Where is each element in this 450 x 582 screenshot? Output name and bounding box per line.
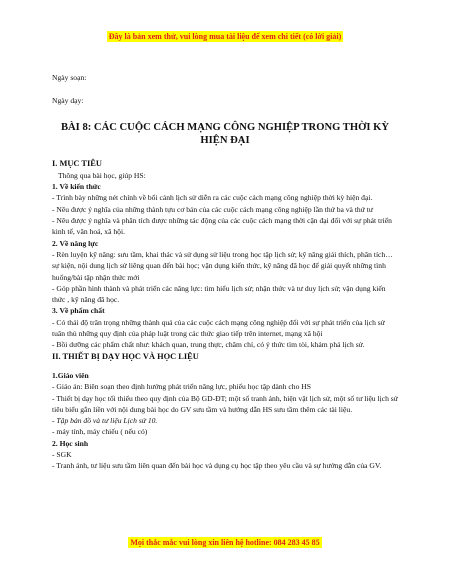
students-item: - SGK (52, 450, 72, 460)
knowledge-item: - Nêu được ý nghĩa của những thành tựu cơ bản của các cuộc cách mạng công nghiệp lần thứ ba và thứ tư (52, 204, 373, 214)
teacher-atlas-item: - Tập bản đồ và tư liệu Lịch sử 10. (52, 416, 158, 426)
preview-notice-text: Đây là bản xem thử, vui lòng mua tài liệu để xem chi tiết (có lời giải) (108, 32, 342, 41)
qualities-item: - Bồi dưỡng các phẩm chất như: khách quan, trung thực, chăm chỉ, có ý thức tìm tòi, khám phá lịch sử. (52, 340, 365, 350)
students-heading: 2. Học sinh (52, 438, 89, 448)
section-objectives-heading: I. MỤC TIÊU (52, 158, 102, 168)
knowledge-heading: 1. Về kiến thức (52, 182, 101, 192)
date-taught: Ngày dạy: (52, 96, 84, 106)
teacher-item: - Thiết bị dạy học tối thiểu theo quy định của Bộ GD-ĐT; một số tranh ảnh, hiện vật lịch sử, một số tư liệu lịch sử tiêu biểu gắn liền với nội dung bài học do GV sưu tầm và hướng dẫn HS sưu tầm thêm các tài liệu. (52, 393, 398, 414)
hotline-text: Mọi thắc mắc vui lòng xin liên hệ hotline: 084 283 45 85 (130, 538, 320, 547)
objectives-intro: Thông qua bài học, giúp HS: (58, 170, 146, 180)
skills-heading: 2. Về năng lực (52, 238, 99, 248)
section-equipment-heading: II. THIẾT BỊ DẠY HỌC VÀ HỌC LIỆU (52, 351, 199, 361)
students-item: - Tranh ảnh, tư liệu sưu tầm liên quan đến bài học và dụng cụ học tập theo yêu cầu và sự hướng dẫn của GV. (52, 461, 382, 471)
date-prepared: Ngày soạn: (52, 73, 87, 82)
teacher-item: - Giáo án: Biên soạn theo định hướng phát triển năng lực, phiếu học tập dành cho HS (52, 382, 311, 392)
qualities-heading: 3. Về phẩm chất (52, 306, 105, 316)
skills-item: - Góp phần hình thành và phát triển các năng lực: tìm hiểu lịch sử; nhận thức và tư duy lịch sử; vận dụng kiến thức , kỹ năng đã học. (52, 283, 386, 305)
lesson-title: BÀI 8: CÁC CUỘC CÁCH MẠNG CÔNG NGHIỆP TRONG THỜI KỲ HIỆN ĐẠI (60, 121, 390, 147)
skills-item: - Rèn luyện kỹ năng: sưu tầm, khai thác và sử dụng sử liệu trong học tập lịch sử; kỹ năng giải thích, phân tích… sự kiện, nội dung lịch sử liêng quan đến bài học; vận dụng kiến thức, kỹ năng đã học để giải quyết những tình huống/bài tập nhận thức mới (52, 249, 393, 282)
hotline-banner (0, 538, 450, 547)
teacher-projector-item: - máy tính, máy chiếu ( nếu có) (52, 427, 148, 437)
teacher-heading: 1.Giáo viên (52, 370, 89, 380)
knowledge-item: - Trình bày những nét chính về bối cảnh lịch sử diễn ra các cuộc cách mạng công nghiệp thời kỳ hiện đại. (52, 193, 373, 203)
preview-notice-banner (0, 32, 450, 41)
qualities-item: - Có thái độ trân trọng những thành quả của các cuộc cách mạng công nghiệp đối với sự phát triển của lịch sử tuân thủ những quy định của pháp luật trong các thức giao tiếp trên internet, mạng xã hội (52, 317, 385, 339)
knowledge-item: - Nêu được ý nghĩa và phân tích được những tác động của các cuộc cách mạng thời cận đại đối với sự phát triển kinh tế, văn hoá, xã hội. (52, 216, 392, 237)
document-body (52, 72, 398, 472)
